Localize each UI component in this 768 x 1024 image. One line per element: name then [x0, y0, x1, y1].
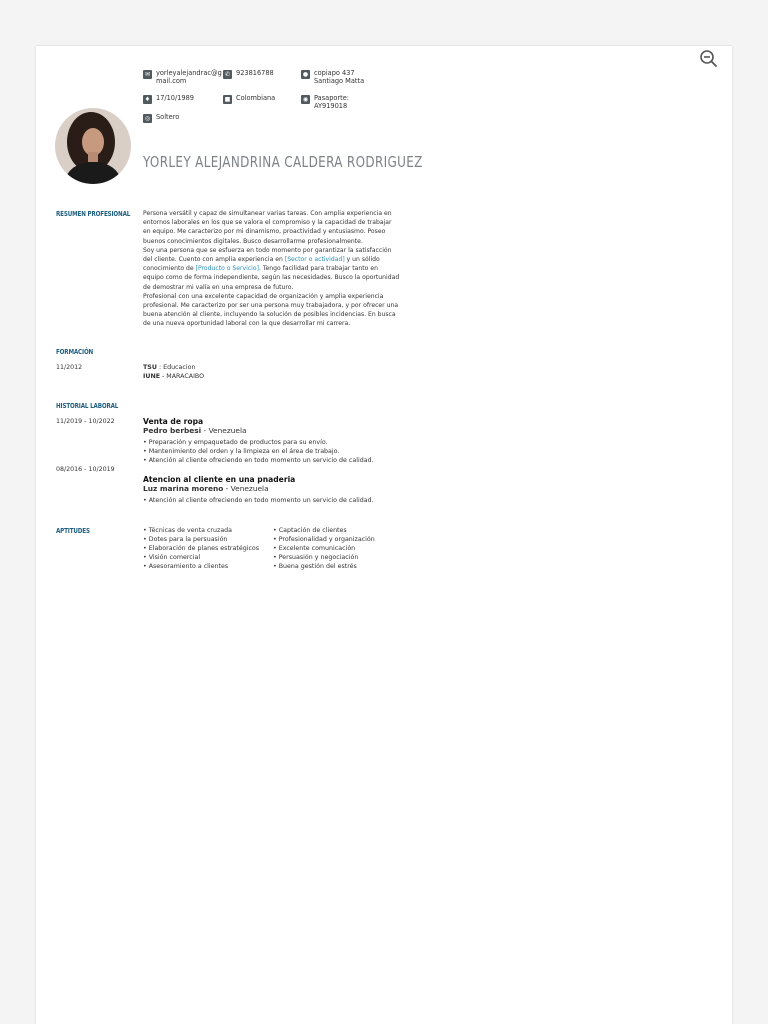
email-text: yorleyalejandrac@gmail.com [156, 69, 222, 85]
education-school-line [143, 373, 204, 382]
nationality-text: Colombiana [236, 94, 276, 102]
job-entry [143, 417, 374, 465]
resume-page [36, 46, 732, 1024]
summary-text-part: y un sólido [344, 256, 380, 264]
summary-line: de demostrar mi valía en una empresa de futuro. [143, 283, 294, 291]
skills-column-1 [143, 526, 259, 571]
contact-email [143, 70, 226, 85]
contact-civil-status [143, 114, 179, 123]
summary-line: equipo como de forma independiente, según las necesidades. Busco la oportunidad [143, 274, 400, 282]
contact-nationality [223, 95, 275, 104]
sector-placeholder-link: [Sector o actividad] [284, 256, 345, 264]
product-placeholder-link: [Producto o Servicio] [195, 265, 259, 273]
job-bullet: • Atención al cliente ofreciendo en todo momento un servicio de calidad. [143, 456, 374, 465]
cake-icon: ♦ [144, 96, 151, 103]
section-title-summary: RESUMEN PROFESIONAL [56, 209, 131, 218]
skill-item: • Dotes para la persuasión [143, 535, 259, 544]
summary-line: Soy una persona que se esfuerza en todo momento por garantizar la satisfacción [143, 246, 392, 254]
skill-item: • Asesoramiento a clientes [143, 562, 259, 571]
job-entry [143, 475, 374, 505]
summary-line: Profesional con una excelente capacidad de organización y amplia experiencia [143, 292, 384, 300]
education-school: IUNE [143, 372, 161, 380]
contact-address [301, 70, 378, 85]
flag-icon: ■ [224, 96, 231, 103]
job-employer: Pedro berbesi [143, 426, 202, 435]
skills-column-2 [273, 526, 375, 571]
zoom-out-icon[interactable] [698, 48, 720, 70]
job-bullet: • Preparación y empaquetado de productos para su envío. [143, 438, 374, 447]
summary-line [143, 255, 408, 264]
birthdate-text: 17/10/1989 [156, 94, 195, 102]
contact-info [143, 70, 443, 130]
education-entry [143, 364, 204, 381]
phone-icon: ✆ [224, 71, 231, 78]
passport-text: Pasaporte: AY919018 [314, 94, 349, 110]
summary-line: en equipo. Me caracterizo por mi dinamismo, proactividad y entusiasmo. Poseo [143, 228, 386, 236]
civil-status-text: Soltero [156, 113, 180, 121]
section-title-skills: APTITUDES [56, 526, 90, 535]
section-title-work: HISTORIAL LABORAL [56, 401, 119, 410]
summary-line: profesional. Me caracterizo por ser una persona muy trabajadora, y por ofrecer una [143, 302, 399, 310]
rings-icon: ◎ [144, 115, 151, 122]
summary-line: entornos laborales en los que se valora el compromiso y la capacidad de trabajar [143, 219, 392, 227]
job-company-line [143, 426, 374, 435]
summary-line: de una nueva oportunidad laboral con la que desarrollar mi carrera. [143, 320, 351, 328]
summary-text-part: conocimiento de [143, 265, 196, 273]
job-bullet: • Atención al cliente ofreciendo en todo momento un servicio de calidad. [143, 496, 374, 505]
avatar [55, 108, 131, 184]
skill-item: • Buena gestión del estrés [273, 562, 375, 571]
skill-item: • Técnicas de venta cruzada [143, 526, 259, 535]
section-title-education: FORMACIÓN [56, 347, 94, 356]
passport-icon: ◉ [302, 96, 309, 103]
summary-line [143, 264, 408, 273]
job-bullets [143, 438, 374, 465]
skill-item: • Elaboración de planes estratégicos [143, 544, 259, 553]
contact-phone [223, 70, 274, 79]
job-company-line [143, 484, 374, 493]
job-location: - Venezuela [223, 484, 269, 493]
education-city: - MARACAIBO [160, 372, 205, 380]
contact-passport [301, 95, 366, 110]
full-name: YORLEY ALEJANDRINA CALDERA RODRIGUEZ [143, 153, 423, 171]
job-employer: Luz marina moreno [143, 484, 224, 493]
skill-item: • Excelente comunicación [273, 544, 375, 553]
skill-item: • Visión comercial [143, 553, 259, 562]
education-date: 11/2012 [56, 364, 83, 371]
contact-birthdate [143, 95, 194, 104]
address-text: copiapo 437 Santiago Matta [314, 69, 365, 85]
phone-text: 923816788 [236, 69, 274, 77]
job-bullet: • Mantenimiento del orden y la limpieza en el área de trabajo. [143, 447, 374, 456]
job-title: Atencion al cliente en una pnaderia [143, 475, 296, 484]
skill-item: • Profesionalidad y organización [273, 535, 375, 544]
skill-item: • Captación de clientes [273, 526, 375, 535]
job-bullets [143, 496, 374, 505]
job-date: 08/2016 - 10/2019 [56, 466, 115, 473]
summary-text [143, 209, 408, 329]
email-icon: ✉ [144, 71, 151, 78]
job-date: 11/2019 - 10/2022 [56, 418, 115, 425]
summary-text-part: . Tengo facilidad para trabajar tanto en [258, 265, 378, 273]
summary-line: Persona versátil y capaz de simultanear varias tareas. Con amplia experiencia en [143, 210, 392, 217]
job-location: - Venezuela [201, 426, 247, 435]
summary-line: buena atención al cliente, incluyendo la solución de posibles incidencias. En busca [143, 311, 396, 319]
education-degree: TSU [143, 364, 157, 371]
skill-item: • Persuasión y negociación [273, 553, 375, 562]
job-title: Venta de ropa [143, 417, 204, 426]
location-pin-icon: ● [302, 71, 309, 78]
summary-text-part: del cliente. Cuento con amplia experiencia en [143, 256, 285, 264]
education-field: : Educacion [158, 364, 196, 371]
education-degree-line [143, 364, 204, 373]
summary-line: buenos conocimientos digitales. Busco desarrollarme profesionalmente. [143, 237, 363, 245]
